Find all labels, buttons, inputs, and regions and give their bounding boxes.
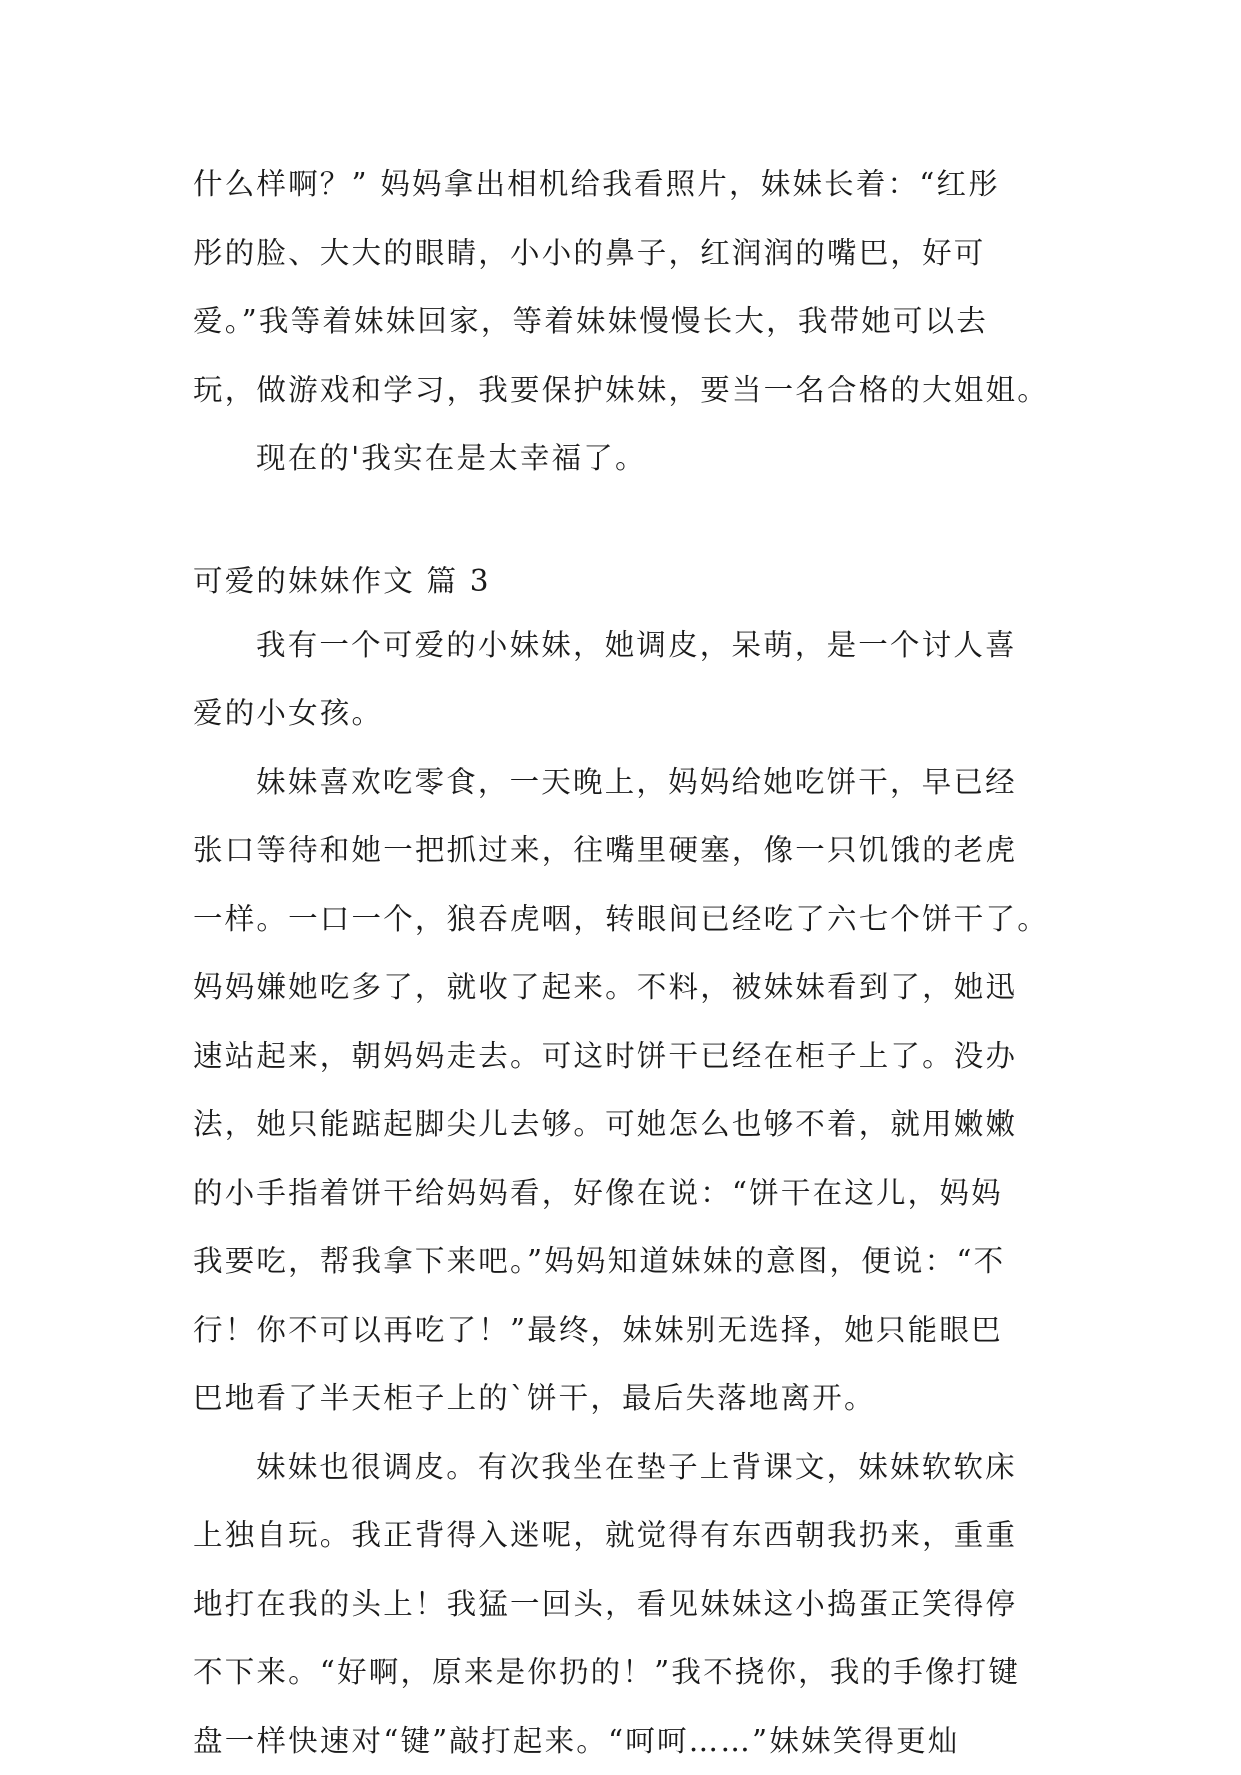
- text-line: 一样。一口一个，狼吞虎咽，转眼间已经吃了六七个饼干了。: [193, 885, 1061, 954]
- section-gap: [193, 493, 1061, 551]
- section-heading: 可爱的妹妹作文 篇 3: [193, 551, 1061, 611]
- text-line: 不下来。“好啊，原来是你扔的！”我不挠你，我的手像打键: [193, 1638, 1061, 1707]
- text-line: 我要吃，帮我拿下来吧。”妈妈知道妹妹的意图，便说：“不: [193, 1227, 1061, 1296]
- text-line: 妹妹也很调皮。有次我坐在垫子上背课文，妹妹软软床: [193, 1433, 1061, 1502]
- text-line: 速站起来，朝妈妈走去。可这时饼干已经在柜子上了。没办: [193, 1022, 1061, 1091]
- text-line: 什么样啊？” 妈妈拿出相机给我看照片，妹妹长着：“红彤: [193, 150, 1061, 219]
- text-line: 的小手指着饼干给妈妈看，好像在说：“饼干在这儿，妈妈: [193, 1159, 1061, 1228]
- text-line: 上独自玩。我正背得入迷呢，就觉得有东西朝我扔来，重重: [193, 1501, 1061, 1570]
- text-line: 妹妹喜欢吃零食，一天晚上，妈妈给她吃饼干，早已经: [193, 748, 1061, 817]
- text-line: 行！你不可以再吃了！”最终，妹妹别无选择，她只能眼巴: [193, 1296, 1061, 1365]
- top-paragraph: [193, 150, 1061, 424]
- paragraph-2: [193, 748, 1061, 1433]
- text-line: 张口等待和她一把抓过来，往嘴里硬塞，像一只饥饿的老虎: [193, 816, 1061, 885]
- paragraph-3: [193, 1433, 1061, 1775]
- text-line: 爱的小女孩。: [193, 679, 1061, 748]
- text-line: 妈妈嫌她吃多了，就收了起来。不料，被妹妹看到了，她迅: [193, 953, 1061, 1022]
- text-line: 彤的脸、大大的眼睛，小小的鼻子，红润润的嘴巴，好可: [193, 219, 1061, 288]
- text-line: 巴地看了半天柜子上的`饼干，最后失落地离开。: [193, 1364, 1061, 1433]
- paragraph-1: [193, 611, 1061, 748]
- text-line: 玩，做游戏和学习，我要保护妹妹，要当一名合格的大姐姐。: [193, 356, 1061, 425]
- text-line: 地打在我的头上！我猛一回头，看见妹妹这小捣蛋正笑得停: [193, 1570, 1061, 1639]
- text-line: 法，她只能踮起脚尖儿去够。可她怎么也够不着，就用嫩嫩: [193, 1090, 1061, 1159]
- text-line: 盘一样快速对“键”敲打起来。“呵呵……”妹妹笑得更灿: [193, 1707, 1061, 1775]
- closing-line: 现在的'我实在是太幸福了。: [193, 424, 1061, 493]
- text-line: 爱。”我等着妹妹回家，等着妹妹慢慢长大，我带她可以去: [193, 287, 1061, 356]
- text-line: 我有一个可爱的小妹妹，她调皮，呆萌，是一个讨人喜: [193, 611, 1061, 680]
- document-page: [193, 150, 1061, 1775]
